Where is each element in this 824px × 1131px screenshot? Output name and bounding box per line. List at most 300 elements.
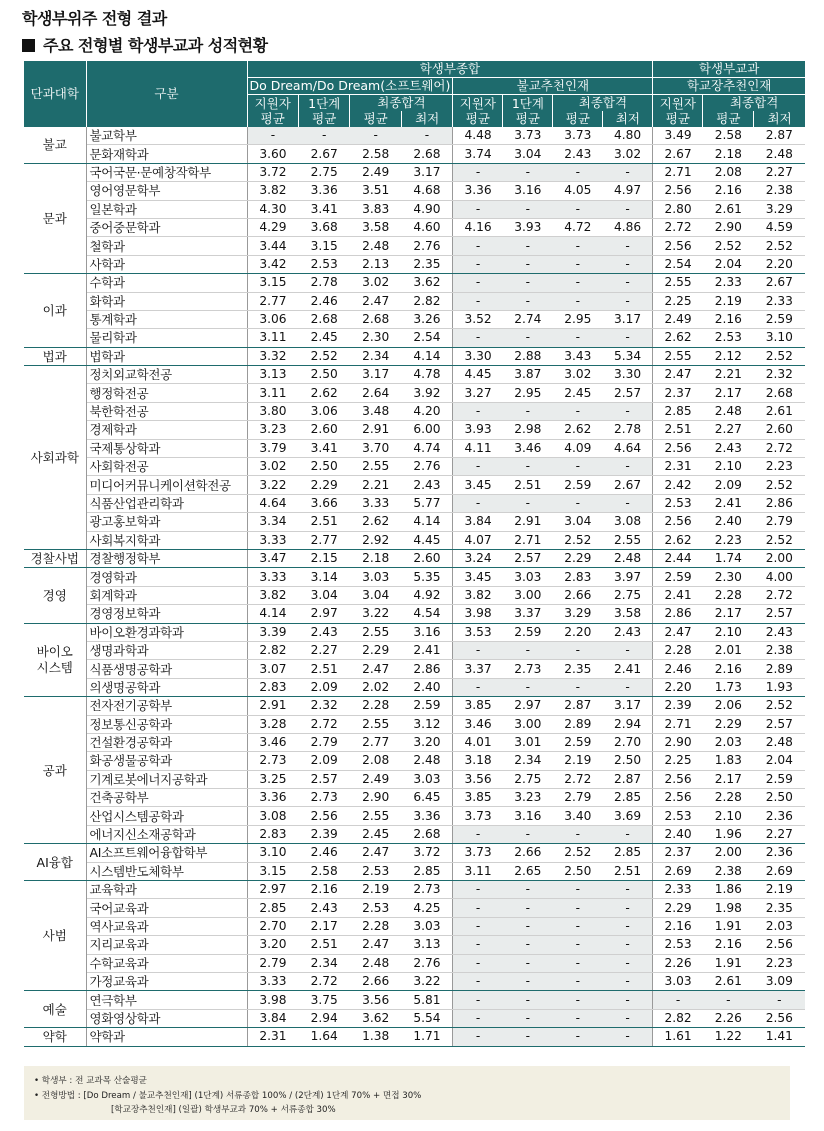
score-cell: 2.71 — [653, 715, 703, 733]
score-cell: 4.80 — [603, 127, 653, 145]
score-cell: 2.28 — [350, 917, 401, 935]
score-cell: 3.04 — [298, 586, 349, 604]
score-cell: 2.62 — [653, 329, 703, 347]
score-cell: 2.85 — [247, 899, 298, 917]
score-cell: - — [603, 641, 653, 659]
score-cell: 2.25 — [653, 292, 703, 310]
score-cell: 2.43 — [401, 476, 452, 494]
score-cell: 6.00 — [401, 421, 452, 439]
score-cell: 2.47 — [653, 623, 703, 641]
score-cell: 2.54 — [401, 329, 452, 347]
score-cell: 2.37 — [653, 384, 703, 402]
score-cell: 3.72 — [401, 844, 452, 862]
college-cell: 불교 — [24, 127, 86, 163]
score-cell: 4.64 — [247, 494, 298, 512]
section-title — [22, 33, 268, 56]
department-name: 국어국문·문예창작학부 — [86, 163, 247, 181]
score-cell: 3.36 — [453, 182, 503, 200]
score-cell: - — [553, 972, 603, 990]
table-row — [24, 1028, 805, 1046]
score-cell: 2.53 — [653, 936, 703, 954]
table-row — [24, 641, 805, 659]
department-name: 수학교육과 — [86, 954, 247, 972]
score-cell: 2.04 — [754, 752, 805, 770]
department-name: 물리학과 — [86, 329, 247, 347]
score-cell: - — [503, 825, 553, 843]
score-cell: 3.09 — [754, 972, 805, 990]
score-cell: - — [553, 991, 603, 1009]
header-applicant-avg: 지원자 평균 — [653, 95, 703, 128]
score-cell: 3.39 — [247, 623, 298, 641]
score-cell: 4.16 — [453, 218, 503, 236]
score-cell: 2.29 — [553, 549, 603, 567]
score-cell: - — [553, 458, 603, 476]
score-cell: 3.68 — [298, 218, 349, 236]
department-name: 연극학부 — [86, 991, 247, 1009]
score-cell: - — [503, 917, 553, 935]
score-cell: - — [603, 163, 653, 181]
table-row — [24, 237, 805, 255]
score-cell: 2.38 — [754, 182, 805, 200]
score-cell: 2.97 — [503, 697, 553, 715]
score-cell: 4.00 — [754, 568, 805, 586]
score-cell: 2.45 — [298, 329, 349, 347]
score-cell: 2.46 — [298, 844, 349, 862]
score-cell: 2.40 — [401, 678, 452, 696]
score-cell: 2.51 — [503, 476, 553, 494]
score-cell: - — [553, 881, 603, 899]
score-cell: 2.23 — [754, 954, 805, 972]
score-cell: 2.76 — [401, 458, 452, 476]
score-cell: 3.45 — [453, 476, 503, 494]
score-cell: 3.04 — [553, 513, 603, 531]
square-bullet-icon — [22, 39, 35, 52]
score-cell: 2.51 — [298, 513, 349, 531]
score-cell: 2.85 — [603, 789, 653, 807]
score-cell: 3.98 — [247, 991, 298, 1009]
score-cell: 2.68 — [350, 310, 401, 328]
department-name: 일본학과 — [86, 200, 247, 218]
score-cell: 2.52 — [754, 531, 805, 549]
score-cell: 4.01 — [453, 733, 503, 751]
score-cell: 2.86 — [754, 494, 805, 512]
score-cell: - — [553, 494, 603, 512]
score-cell: 2.17 — [703, 605, 754, 623]
department-name: 문화재학과 — [86, 145, 247, 163]
table-row — [24, 476, 805, 494]
score-cell: 2.03 — [703, 733, 754, 751]
score-cell: 3.11 — [247, 329, 298, 347]
score-cell: 2.16 — [703, 660, 754, 678]
score-cell: 2.56 — [653, 789, 703, 807]
score-cell: 2.35 — [553, 660, 603, 678]
score-cell: 3.02 — [350, 274, 401, 292]
score-cell: 2.67 — [298, 145, 349, 163]
score-cell: 3.48 — [350, 402, 401, 420]
college-cell: AI융합 — [24, 844, 86, 881]
score-cell: 2.55 — [350, 623, 401, 641]
table-row — [24, 513, 805, 531]
score-cell: 2.29 — [298, 476, 349, 494]
score-cell: 1.73 — [703, 678, 754, 696]
score-cell: 2.48 — [401, 752, 452, 770]
department-name: 국어교육과 — [86, 899, 247, 917]
score-cell: 3.37 — [503, 605, 553, 623]
score-cell: 2.59 — [553, 476, 603, 494]
score-cell: 3.80 — [247, 402, 298, 420]
score-cell: 2.68 — [298, 310, 349, 328]
score-cell: 2.79 — [298, 733, 349, 751]
score-cell: - — [503, 954, 553, 972]
table-row — [24, 936, 805, 954]
score-cell: 3.73 — [503, 127, 553, 145]
college-cell: 경영 — [24, 568, 86, 623]
score-cell: 3.20 — [401, 733, 452, 751]
score-cell: - — [553, 825, 603, 843]
score-cell: - — [453, 329, 503, 347]
score-cell: - — [603, 200, 653, 218]
score-cell: - — [453, 494, 503, 512]
score-cell: 2.85 — [401, 862, 452, 880]
score-cell: 3.41 — [298, 439, 349, 457]
score-cell: 2.73 — [298, 789, 349, 807]
score-cell: 2.56 — [298, 807, 349, 825]
score-cell: 3.33 — [247, 531, 298, 549]
score-cell: 3.82 — [247, 586, 298, 604]
score-cell: 2.55 — [350, 715, 401, 733]
score-cell: 3.58 — [350, 218, 401, 236]
score-cell: - — [503, 494, 553, 512]
score-cell: 2.71 — [653, 163, 703, 181]
score-cell: 2.55 — [653, 347, 703, 365]
score-cell: 3.44 — [247, 237, 298, 255]
table-row — [24, 218, 805, 236]
table-row — [24, 917, 805, 935]
score-cell: 2.68 — [401, 145, 452, 163]
score-cell: - — [603, 292, 653, 310]
department-name: 화공생물공학과 — [86, 752, 247, 770]
score-cell: 2.28 — [703, 789, 754, 807]
score-cell: - — [553, 292, 603, 310]
score-cell: 2.94 — [603, 715, 653, 733]
score-cell: - — [603, 237, 653, 255]
score-cell: - — [603, 825, 653, 843]
department-name: 북한학전공 — [86, 402, 247, 420]
score-cell: 2.83 — [247, 825, 298, 843]
score-cell: - — [553, 954, 603, 972]
score-cell: 2.70 — [603, 733, 653, 751]
score-cell: 3.34 — [247, 513, 298, 531]
score-cell: 3.97 — [603, 568, 653, 586]
score-cell: 3.84 — [247, 1009, 298, 1027]
score-cell: - — [603, 1009, 653, 1027]
score-cell: 2.34 — [298, 954, 349, 972]
table-row — [24, 733, 805, 751]
score-cell: 2.27 — [754, 825, 805, 843]
score-cell: 3.20 — [247, 936, 298, 954]
score-cell: 2.86 — [401, 660, 452, 678]
score-cell: 2.57 — [503, 549, 553, 567]
score-cell: - — [503, 936, 553, 954]
score-cell: - — [603, 274, 653, 292]
score-cell: 3.08 — [603, 513, 653, 531]
table-row — [24, 954, 805, 972]
score-cell: 3.30 — [453, 347, 503, 365]
department-name: 수학과 — [86, 274, 247, 292]
score-cell: 3.17 — [603, 310, 653, 328]
score-cell: 2.66 — [350, 972, 401, 990]
department-name: 회계학과 — [86, 586, 247, 604]
department-name: 기계로봇에너지공학과 — [86, 770, 247, 788]
header-buddhist: 불교추천인재 — [453, 78, 653, 95]
score-cell: 2.94 — [298, 1009, 349, 1027]
score-cell: - — [453, 917, 503, 935]
score-cell: 1.71 — [401, 1028, 452, 1046]
score-cell: 2.56 — [653, 770, 703, 788]
score-cell: 3.06 — [247, 310, 298, 328]
score-cell: 3.14 — [298, 568, 349, 586]
score-cell: 3.04 — [503, 145, 553, 163]
department-name: 전자전기공학부 — [86, 697, 247, 715]
score-cell: 2.06 — [703, 697, 754, 715]
score-cell: 2.79 — [553, 789, 603, 807]
score-cell: 3.85 — [453, 697, 503, 715]
score-cell: - — [503, 274, 553, 292]
score-cell: 2.77 — [350, 733, 401, 751]
score-cell: 2.32 — [298, 697, 349, 715]
college-cell: 사범 — [24, 881, 86, 991]
score-cell: 3.17 — [350, 366, 401, 384]
score-cell: 4.29 — [247, 218, 298, 236]
score-cell: 3.28 — [247, 715, 298, 733]
score-cell: 2.62 — [298, 384, 349, 402]
score-cell: 3.01 — [503, 733, 553, 751]
score-cell: - — [603, 881, 653, 899]
score-cell: 2.61 — [703, 200, 754, 218]
score-cell: - — [603, 1028, 653, 1046]
score-cell: - — [298, 127, 349, 145]
score-cell: 2.85 — [603, 844, 653, 862]
score-cell: 2.64 — [350, 384, 401, 402]
college-cell: 공과 — [24, 697, 86, 844]
score-cell: 2.47 — [350, 844, 401, 862]
score-cell: 2.51 — [603, 862, 653, 880]
score-cell: - — [553, 255, 603, 273]
score-cell: 1.98 — [703, 899, 754, 917]
header-final: 최종합격 — [350, 95, 453, 112]
score-cell: 3.03 — [401, 917, 452, 935]
table-row — [24, 770, 805, 788]
score-cell: 2.50 — [603, 752, 653, 770]
score-cell: - — [603, 972, 653, 990]
score-cell: 2.73 — [247, 752, 298, 770]
score-cell: 2.19 — [553, 752, 603, 770]
table-row — [24, 145, 805, 163]
score-cell: 2.52 — [754, 697, 805, 715]
score-cell: 3.36 — [401, 807, 452, 825]
department-name: 건설환경공학과 — [86, 733, 247, 751]
score-cell: 2.59 — [653, 568, 703, 586]
score-cell: 4.30 — [247, 200, 298, 218]
header-college: 단과대학 — [24, 61, 86, 127]
score-cell: 4.14 — [401, 513, 452, 531]
department-name: 에너지신소재공학과 — [86, 825, 247, 843]
score-cell: 4.25 — [401, 899, 452, 917]
score-cell: - — [503, 237, 553, 255]
header-final: 최종합격 — [553, 95, 653, 112]
score-cell: - — [553, 936, 603, 954]
score-cell: 2.47 — [350, 660, 401, 678]
score-cell: 2.72 — [653, 218, 703, 236]
score-cell: 4.86 — [603, 218, 653, 236]
table-row — [24, 402, 805, 420]
score-cell: 2.16 — [653, 917, 703, 935]
table-row — [24, 605, 805, 623]
score-cell: - — [553, 329, 603, 347]
table-row — [24, 586, 805, 604]
score-cell: 2.36 — [754, 844, 805, 862]
department-name: 사회복지학과 — [86, 531, 247, 549]
header-avg: 평균 — [350, 111, 401, 127]
score-cell: 3.46 — [453, 715, 503, 733]
score-cell: 3.22 — [350, 605, 401, 623]
score-cell: 3.46 — [247, 733, 298, 751]
college-cell: 문과 — [24, 163, 86, 273]
score-cell: - — [553, 274, 603, 292]
score-cell: 2.36 — [754, 807, 805, 825]
score-cell: - — [453, 972, 503, 990]
score-cell: 2.89 — [553, 715, 603, 733]
score-cell: 3.85 — [453, 789, 503, 807]
score-cell: 3.17 — [401, 163, 452, 181]
score-cell: 2.52 — [553, 531, 603, 549]
score-cell: 2.73 — [401, 881, 452, 899]
score-cell: 1.91 — [703, 917, 754, 935]
score-cell: 2.58 — [350, 145, 401, 163]
score-cell: 3.25 — [247, 770, 298, 788]
note-line: • 학생부 : 전 교과목 산술평균 — [34, 1076, 147, 1086]
score-cell: 2.45 — [350, 825, 401, 843]
score-cell: 2.00 — [754, 549, 805, 567]
score-cell: 2.83 — [247, 678, 298, 696]
score-cell: 2.59 — [401, 697, 452, 715]
college-cell: 경찰사법 — [24, 549, 86, 567]
score-cell: 2.90 — [653, 733, 703, 751]
score-cell: 2.87 — [754, 127, 805, 145]
department-name: 산업시스템공학과 — [86, 807, 247, 825]
college-cell: 예술 — [24, 991, 86, 1028]
score-cell: 2.53 — [653, 807, 703, 825]
score-cell: 2.58 — [703, 127, 754, 145]
score-cell: - — [453, 991, 503, 1009]
score-cell: 4.05 — [553, 182, 603, 200]
score-cell: - — [553, 678, 603, 696]
score-cell: 2.60 — [298, 421, 349, 439]
header-comprehensive: 학생부종합 — [247, 61, 653, 78]
score-cell: - — [603, 402, 653, 420]
score-cell: 2.66 — [503, 844, 553, 862]
score-cell: 2.41 — [401, 641, 452, 659]
score-cell: 1.22 — [703, 1028, 754, 1046]
department-name: AI소프트웨어융합학부 — [86, 844, 247, 862]
department-name: 식품생명공학과 — [86, 660, 247, 678]
score-cell: 2.62 — [653, 531, 703, 549]
score-cell: 2.52 — [754, 347, 805, 365]
score-cell: - — [503, 881, 553, 899]
score-cell: 2.75 — [503, 770, 553, 788]
score-cell: 3.07 — [247, 660, 298, 678]
table-row — [24, 329, 805, 347]
score-cell: 2.29 — [653, 899, 703, 917]
table-row — [24, 678, 805, 696]
score-cell: 2.60 — [401, 549, 452, 567]
department-name: 사회학전공 — [86, 458, 247, 476]
score-cell: 4.72 — [553, 218, 603, 236]
score-cell: 2.09 — [298, 752, 349, 770]
score-cell: 2.56 — [754, 1009, 805, 1027]
score-cell: 2.53 — [350, 862, 401, 880]
score-cell: 3.24 — [453, 549, 503, 567]
score-cell: 3.47 — [247, 549, 298, 567]
score-cell: - — [603, 954, 653, 972]
department-name: 중어중문학과 — [86, 218, 247, 236]
score-cell: 2.38 — [754, 641, 805, 659]
score-cell: - — [453, 200, 503, 218]
department-name: 건축공학부 — [86, 789, 247, 807]
score-cell: 2.18 — [350, 549, 401, 567]
score-cell: - — [503, 1028, 553, 1046]
score-cell: - — [553, 641, 603, 659]
score-cell: 1.64 — [298, 1028, 349, 1046]
score-cell: 3.03 — [503, 568, 553, 586]
table-row — [24, 844, 805, 862]
score-cell: 3.13 — [401, 936, 452, 954]
score-cell: 2.75 — [298, 163, 349, 181]
score-cell: 2.69 — [754, 862, 805, 880]
score-cell: 2.28 — [653, 641, 703, 659]
score-cell: 2.51 — [298, 660, 349, 678]
score-cell: 2.10 — [703, 458, 754, 476]
score-cell: 2.30 — [703, 568, 754, 586]
score-cell: 2.52 — [754, 237, 805, 255]
score-cell: 3.52 — [453, 310, 503, 328]
score-cell: 2.21 — [350, 476, 401, 494]
score-cell: - — [503, 641, 553, 659]
score-cell: 2.82 — [247, 641, 298, 659]
score-cell: - — [453, 237, 503, 255]
score-cell: 2.32 — [754, 366, 805, 384]
score-cell: 3.15 — [247, 274, 298, 292]
score-cell: 2.29 — [703, 715, 754, 733]
score-cell: 2.61 — [754, 402, 805, 420]
score-cell: 2.72 — [754, 439, 805, 457]
score-cell: - — [503, 991, 553, 1009]
score-cell: - — [503, 255, 553, 273]
table-row — [24, 200, 805, 218]
department-name: 의생명공학과 — [86, 678, 247, 696]
score-cell: 2.08 — [350, 752, 401, 770]
score-cell: 3.84 — [453, 513, 503, 531]
score-cell: - — [503, 163, 553, 181]
score-cell: 2.53 — [703, 329, 754, 347]
score-cell: 2.15 — [298, 549, 349, 567]
table-row — [24, 862, 805, 880]
score-cell: 4.20 — [401, 402, 452, 420]
score-cell: 3.16 — [503, 182, 553, 200]
score-cell: 2.91 — [503, 513, 553, 531]
score-cell: 1.86 — [703, 881, 754, 899]
table-row — [24, 1009, 805, 1027]
